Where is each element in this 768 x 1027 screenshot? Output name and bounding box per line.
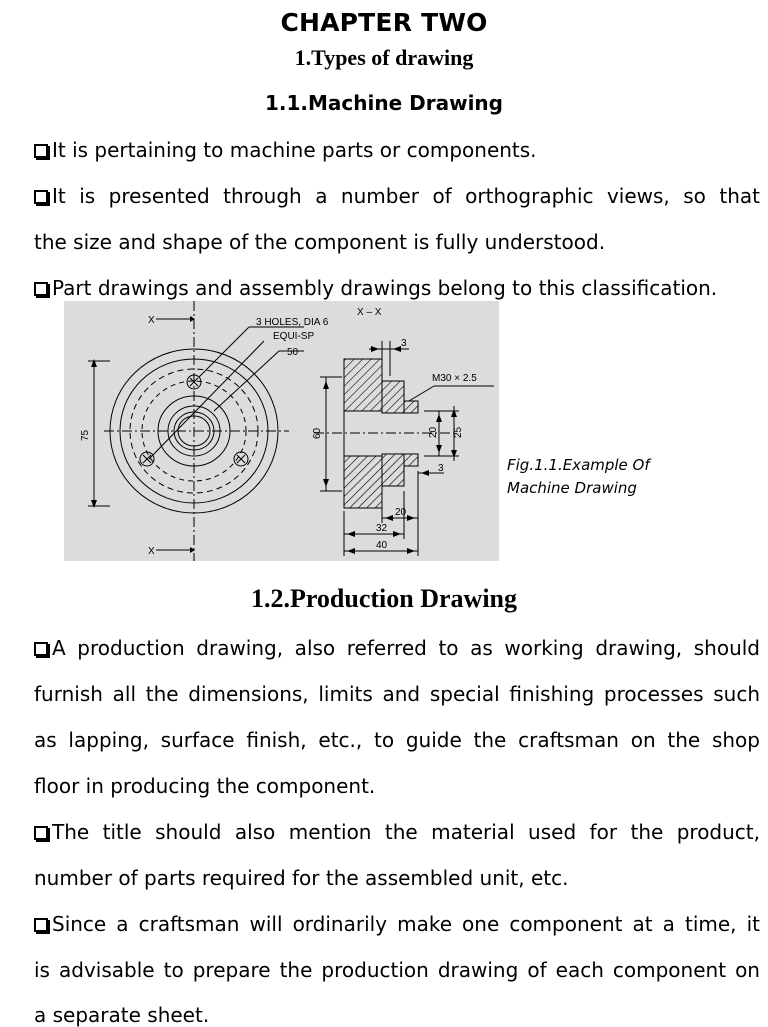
equi-label: EQUI-SP <box>273 331 315 342</box>
chapter-title: CHAPTER TWO <box>280 8 488 37</box>
checkbox-bullet-icon <box>34 918 48 932</box>
bullet-text: A production drawing, also referred to as working drawing, should <box>52 636 760 660</box>
checkbox-bullet-icon <box>34 190 48 204</box>
dim-75-label: 75 <box>80 429 91 441</box>
dim-60-label: 60 <box>312 427 323 439</box>
thread-label: M30 × 2.5 <box>432 373 477 384</box>
bullet-continuation: the size and shape of the component is fully understood. <box>34 230 606 254</box>
section-marker-label: X <box>148 315 155 326</box>
dim-3-top-label: 3 <box>401 338 407 349</box>
bullet-item <box>34 184 760 208</box>
checkbox-bullet-icon <box>34 826 48 840</box>
checkbox-bullet-icon <box>34 642 48 656</box>
pcd-label: 50 <box>287 347 299 358</box>
bullet-text: It is pertaining to machine parts or components. <box>52 138 537 162</box>
figure-caption-line: Machine Drawing <box>507 479 637 497</box>
checkbox-bullet-icon <box>34 282 48 296</box>
bullet-text: The title should also mention the material used for the product, <box>52 820 760 844</box>
bullet-item <box>34 912 760 936</box>
dim-25-vertical-label: 25 <box>453 426 464 438</box>
dim-40-label: 40 <box>376 540 388 551</box>
dim-20-horizontal-label: 20 <box>395 507 407 518</box>
dim-20-vertical-label: 20 <box>428 426 439 438</box>
section-title: 1.Types of drawing <box>294 45 474 70</box>
bullet-item <box>34 636 760 660</box>
section-marker-label: X <box>148 546 155 557</box>
bullet-text: It is presented through a number of orthographic views, so that <box>52 184 760 208</box>
bullet-continuation: furnish all the dimensions, limits and special finishing processes such <box>34 682 760 706</box>
holes-label: 3 HOLES, DIA 6 <box>256 317 329 328</box>
bullet-text: Part drawings and assembly drawings belong to this classification. <box>52 276 718 300</box>
bullet-continuation: as lapping, surface finish, etc., to guide the craftsman on the shop <box>34 728 760 752</box>
subsection-production-drawing: 1.2.Production Drawing <box>250 584 518 613</box>
bullet-continuation: floor in producing the component. <box>34 774 376 798</box>
bullet-text: Since a craftsman will ordinarily make one component at a time, it <box>52 912 760 936</box>
figure-caption-line: Fig.1.1.Example Of <box>507 456 650 474</box>
section-view-title: X – X <box>357 307 382 318</box>
bullet-continuation: number of parts required for the assembled unit, etc. <box>34 866 569 890</box>
bullet-continuation: a separate sheet. <box>34 1003 210 1027</box>
subsection-machine-drawing: 1.1.Machine Drawing <box>265 91 503 115</box>
dim-3-right-label: 3 <box>438 463 444 474</box>
machine-drawing-figure <box>64 301 499 561</box>
dim-32-label: 32 <box>376 523 388 534</box>
bullet-continuation: is advisable to prepare the production drawing of each component on <box>34 958 760 982</box>
bullet-item <box>34 138 760 162</box>
figure-caption <box>507 454 707 500</box>
bullet-item <box>34 820 760 844</box>
machine-drawing-illustration <box>64 301 499 561</box>
checkbox-bullet-icon <box>34 144 48 158</box>
bullet-item <box>34 276 760 300</box>
